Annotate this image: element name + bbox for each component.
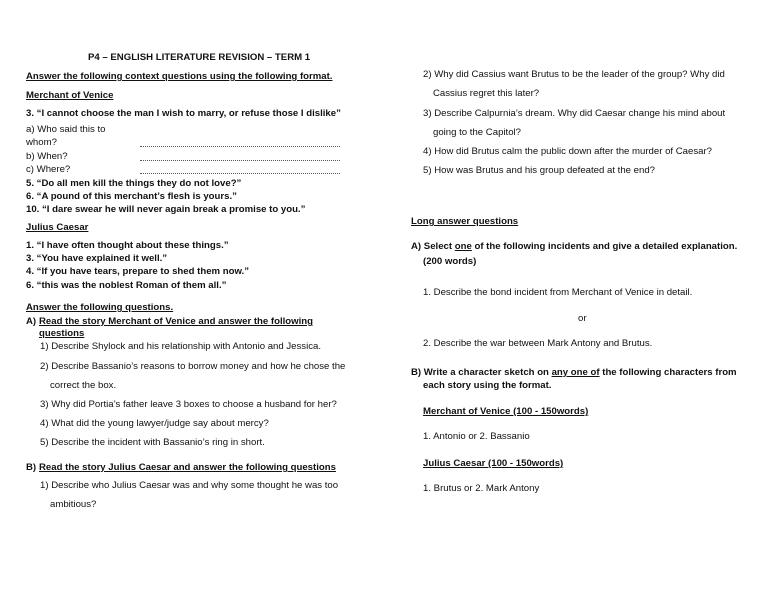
long-section-b-instruction-cont: each story using the format.	[423, 380, 552, 391]
section-a-instruction: Read the story Merchant of Venice and answer the following	[39, 316, 314, 327]
context-quote-3: 3. “I cannot choose the man I wish to marry, or refuse those I dislike”	[26, 108, 341, 119]
long-section-a-instruction	[411, 241, 737, 253]
section-b-instruction: Read the story Julius Caesar and answer the following questions	[39, 462, 336, 473]
long-a-one: one	[454, 241, 472, 252]
answer-line-who	[140, 146, 340, 147]
mov-question-2: 2) Describe Bassanio’s reasons to borrow money and how he chose the	[40, 361, 346, 372]
mov-question-2-cont: correct the box.	[50, 380, 117, 391]
answer-questions-heading: Answer the following questions.	[26, 302, 174, 313]
jc-question-3: 3) Describe Calpurnia’s dream. Why did Caesar change his mind about	[423, 108, 726, 119]
long-section-a-wordcount: (200 words)	[423, 256, 477, 267]
long-a-suffix: of the following incidents and give a detailed explanation.	[471, 241, 738, 252]
jc-question-1: 1) Describe who Julius Caesar was and why some thought he was too	[40, 480, 339, 491]
mov-question-3: 3) Why did Portia’s father leave 3 boxes to choose a husband for her?	[40, 399, 337, 410]
long-incident-1: 1. Describe the bond incident from Merchant of Venice in detail.	[423, 287, 693, 298]
section-a-letter: A)	[26, 316, 37, 327]
jc-sketch-heading: Julius Caesar (100 - 150words)	[423, 458, 564, 469]
context-questions-intro: Answer the following context questions using the following format.	[26, 71, 333, 82]
long-answer-heading: Long answer questions	[411, 216, 519, 227]
jc-question-2-cont: Cassius regret this later?	[433, 88, 540, 99]
answer-line-when	[140, 160, 340, 161]
format-when-label: b) When?	[26, 151, 68, 162]
context-quote-5: 5. “Do all men kill the things they do not love?”	[26, 178, 242, 189]
jc-quote-4: 4. “If you have tears, prepare to shed them now.”	[26, 266, 250, 277]
or-separator: or	[578, 313, 587, 324]
long-incident-2: 2. Describe the war between Mark Antony and Brutus.	[423, 338, 653, 349]
jc-question-5: 5) How was Brutus and his group defeated at the end?	[423, 165, 655, 176]
jc-quote-3: 3. “You have explained it well.”	[26, 253, 168, 264]
mov-question-1: 1) Describe Shylock and his relationship with Antonio and Jessica.	[40, 341, 322, 352]
jc-quote-6: 6. “this was the noblest Roman of them all.”	[26, 280, 227, 291]
format-where-label: c) Where?	[26, 164, 71, 175]
context-quote-10: 10. “I dare swear he will never again break a promise to you.”	[26, 204, 306, 215]
jc-question-2: 2) Why did Cassius want Brutus to be the leader of the group? Why did	[423, 69, 725, 80]
answer-line-where	[140, 173, 340, 174]
jc-sketch-options: 1. Brutus or 2. Mark Antony	[423, 483, 540, 494]
julius-caesar-heading: Julius Caesar	[26, 222, 89, 233]
section-a-instruction-cont: questions	[39, 328, 85, 339]
mov-question-4: 4) What did the young lawyer/judge say about mercy?	[40, 418, 269, 429]
context-quote-6: 6. “A pound of this merchant’s flesh is yours.”	[26, 191, 237, 202]
long-a-prefix: A) Select	[411, 241, 455, 252]
long-b-anyone: any one of	[551, 367, 600, 378]
jc-question-4: 4) How did Brutus calm the public down after the murder of Caesar?	[423, 146, 713, 157]
long-section-b-instruction	[411, 367, 737, 379]
format-whom-label: whom?	[26, 137, 57, 148]
jc-question-3-cont: going to the Capitol?	[433, 127, 522, 138]
long-b-suffix: the following characters from	[599, 367, 737, 378]
jc-quote-1: 1. “I have often thought about these things.”	[26, 240, 229, 251]
page-title: P4 – ENGLISH LITERATURE REVISION – TERM 1	[88, 52, 311, 63]
mov-question-5: 5) Describe the incident with Bassanio’s ring in short.	[40, 437, 265, 448]
jc-question-1-cont: ambitious?	[50, 499, 97, 510]
long-b-prefix: B) Write a character sketch on	[411, 367, 552, 378]
section-b-letter: B)	[26, 462, 37, 473]
mov-sketch-heading: Merchant of Venice (100 - 150words)	[423, 406, 589, 417]
format-who-label: a) Who said this to	[26, 124, 106, 135]
merchant-of-venice-heading: Merchant of Venice	[26, 90, 114, 101]
mov-sketch-options: 1. Antonio or 2. Bassanio	[423, 431, 530, 442]
